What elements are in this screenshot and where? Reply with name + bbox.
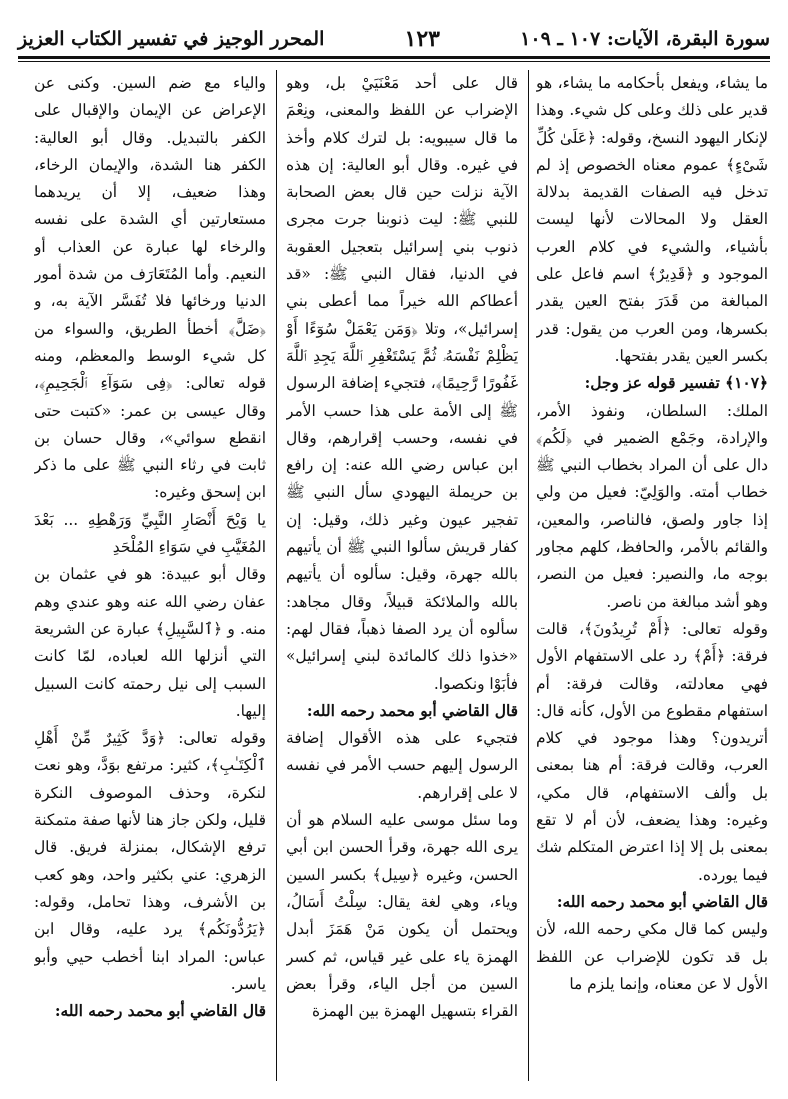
paragraph: وما سئل موسى عليه السلام هو أن يرى الله جهرة، وقرأ الحسن ابن أبي الحسن، وغيره ﴿سِيل﴾ بكسر السين وياء، وهي لغة يقال: سِلْتُ أَسَالُ، ويحتمل أن يكون مَنْ هَمَزَ أبدل الهمزة ياء على غير قياس، ثم كسر السين من أجل الياء، وقرأ بعض القراء بتسهيل الهمزة بين الهمزة (286, 811, 518, 1021)
surah-verse-reference: سورة البقرة، الآيات: ١٠٧ ـ ١٠٩ (520, 28, 770, 50)
paragraph: وقوله تعالى: ﴿أَمْ تُرِيدُونَ﴾، قالت فرقة: ﴿أَمْ﴾ رد على الاستفهام الأول فهي معادلته، وقالت فرقة: أم استفهام مقطوع من الأول، كأنه قال: أتريدون؟ وهذا موجود في كلام العرب، وقالت فرقة: أم هنا بمعنى بل وألف الاستفهام، قال مكي، وغيره: وهذا يضعف، لأن أم لا تقع بمعنى بل إلا إذا اعترض المتكلم شك فيما يورده. (536, 619, 768, 884)
paragraph: وقوله تعالى: ﴿وَدَّ كَثِيرٌ مِّنْ أَهْلِ ٱلْكِتَـٰبِ﴾، كثير: مرتفع بوَدَّ، وهو نعت لنكرة، وحذف الموصوف النكرة قليل، ولكن جاز هنا لأنها صفة متمكنة ترفع الإشكال، بمنزلة فريق. قال الزهري: عني بكثير واحد، وهو كعب بن الأشرف، وهذا تحامل، وقوله: ﴿يَرُدُّونَكُم﴾ يرد عليه، وقال ابن عباس: المراد ابنا أخطب حيي وأبو ياسر. (34, 729, 266, 993)
paragraph: فتجيء على هذه الأقوال إضافة الرسول إليهم حسب الأمر في نفسه لا على إقرارهم. (286, 729, 518, 802)
paragraph: ما يشاء، ويفعل بأحكامه ما يشاء، هو قدير على ذلك وعلى كل شيء. وهذا لإنكار اليهود النسخ، وقوله: ﴿عَلَىٰ كُلِّ شَىْءٍ﴾ عموم معناه الخصوص إذ لم تدخل فيه الصفات القديمة بدلالة العقل ولا المحالات لأنها ليست بأشياء، والشيء في كلام العرب الموجود و ﴿قَدِيرٌ﴾ اسم فاعل على المبالغة من قَدَرَ بفتح العين يقدر بكسرها، ومن العرب من يقول: قدر بكسر العين يقدر بفتحها. (536, 74, 768, 365)
book-title: المحرر الوجيز في تفسير الكتاب العزيز (18, 28, 325, 50)
paragraph: وقال أبو عبيدة: هو في عثمان بن عفان رضي الله عنه وهو عندي وهم منه. و ﴿ٱلسَّبِيلِ﴾ عبارة عن الشريعة التي أنزلها الله لعباده، لمّا كانت السبب إلى نيل رحمته كانت السبيل إليها. (34, 565, 266, 720)
text-column-right (536, 70, 768, 1081)
page-number: ١٢٣ (404, 26, 440, 52)
header-rule (18, 56, 770, 59)
text-column-middle (286, 70, 518, 1081)
poetry-verse: يا وَيْحَ أَنْصَارِ النَّبِيِّ وَرَهْطِهِ ... بَعْدَ المُغَيَّبِ في سَوَاءِ المُلْحَدِ (34, 510, 266, 557)
author-note-heading: قال القاضي أبو محمد رحمه الله: (306, 701, 518, 720)
page-header (18, 22, 770, 56)
text-column-left (34, 70, 266, 1081)
section-heading: ﴿١٠٧﴾ تفسير قوله عز وجل: (584, 374, 768, 393)
column-divider (276, 70, 277, 1081)
author-note-heading: قال القاضي أبو محمد رحمه الله: (54, 1002, 266, 1021)
paragraph: الملك: السلطان، ونفوذ الأمر، والإرادة، وجَمْع الضمير في ﴿لَكُم﴾ دال على أن المراد بخطاب النبي ﷺ خطاب أمته. والوَلِيّ: فعيل من ولي إذا جاور ولصق، فالناصر، والمعين، والقائم بالأمر، والحافظ، كلهم مجاور بوجه ما، والنصير: فعيل من النصر، وهو أشد مبالغة من ناصر. (536, 401, 768, 611)
paragraph: والياء مع ضم السين. وكنى عن الإعراض عن الإيمان والإقبال على الكفر بالتبديل. وقال أبو العالية: الكفر هنا الشدة، والإيمان الرخاء، وهذا ضعيف، إلا أن يريدهما مستعارتين أي الشدة على نفسه والرخاء لها عبارة عن العذاب أو النعيم. وأما المُتَعَارَف من شدة أمور الدنيا ورخائها فلا تُفَسَّر الآية به، و ﴿ضَلَّ﴾ أخطأ الطريق، والسواء من كل شيء الوسط والمعظم، ومنه قوله تعالى: ﴿فِى سَوَآءِ ٱلْجَحِيمِ﴾، وقال عيسى بن عمر: «كتبت حتى انقطع سوائي»، وقال حسان بن ثابت في رثاء النبي ﷺ على ما ذكر ابن إسحق وغيره: (34, 74, 266, 502)
paragraph: قال على أحد مَعْنَيَيْ بل، وهو الإضراب عن اللفظ والمعنى، ونِعْمَ ما قال سيبويه: بل لترك كلام وأخذ في غيره. وقال أبو العالية: إن هذه الآية نزلت حين قال بعض الصحابة للنبي ﷺ: ليت ذنوبنا جرت مجرى ذنوب بني إسرائيل بتعجيل العقوبة في الدنيا، فقال النبي ﷺ: «قد أعطاكم الله خيراً مما أعطى بني إسرائيل»، وتلا ﴿وَمَن يَعْمَلْ سُوٓءًا أَوْ يَظْلِمْ نَفْسَهُۥ ثُمَّ يَسْتَغْفِرِ ٱللَّهَ يَجِدِ ٱللَّهَ غَفُورًا رَّحِيمًا﴾، فتجيء إضافة الرسول ﷺ إلى الأمة على هذا حسب الأمر في نفسه، وحسب إقرارهم، وقال ابن عباس رضي الله عنه: إن رافع بن حريملة اليهودي سأل النبي ﷺ تفجير عيون وغير ذلك، وقيل: إن كفار قريش سألوا النبي ﷺ أن يأتيهم بالله جهرة، وقيل: سألوه أن يأتيهم بالله والملائكة قبيلاً، وقال مجاهد: سألوه أن يرد الصفا ذهباً، فقال لهم: «خذوا ذلك كالمائدة لبني إسرائيل» فأبَوْا ونكصوا. (286, 74, 518, 693)
column-divider (528, 70, 529, 1081)
paragraph: وليس كما قال مكي رحمه الله، لأن بل قد تكون للإضراب عن اللفظ الأول لا عن معناه، وإنما يلزم ما (536, 920, 768, 993)
author-note-heading: قال القاضي أبو محمد رحمه الله: (556, 892, 768, 911)
header-rule-thin (18, 61, 770, 62)
